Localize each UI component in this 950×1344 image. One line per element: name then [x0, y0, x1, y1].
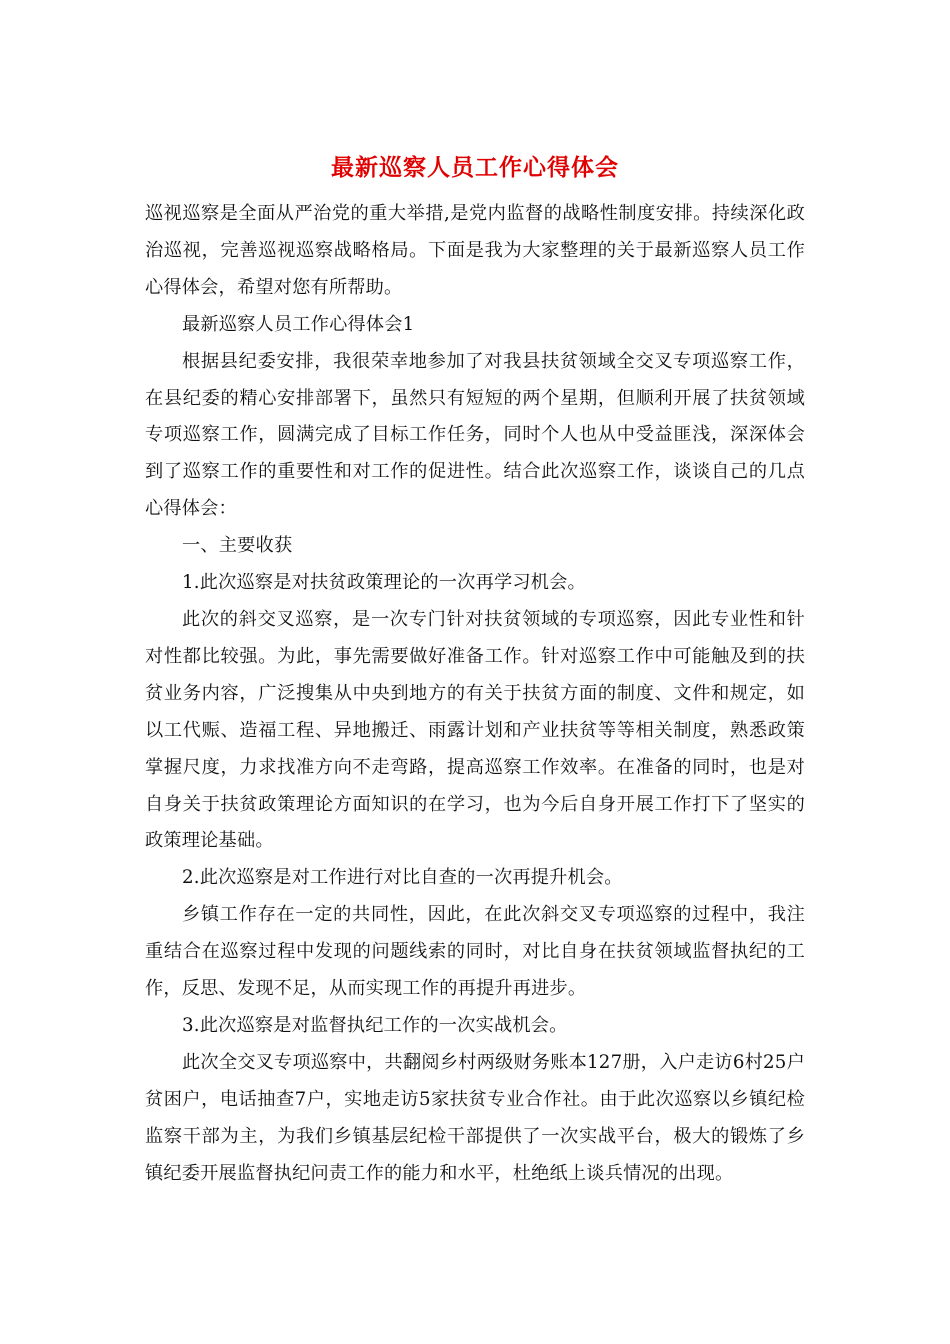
paragraph: 此次的斜交叉巡察，是一次专门针对扶贫领域的专项巡察，因此专业性和针对性都比较强。为此，事先需要做好准备工作。针对巡察工作中可能触及到的扶贫业务内容，广泛搜集从中央到地方的有关于扶贫方面的制度、文件和规定，如以工代赈、造福工程、异地搬迁、雨露计划和产业扶贫等等相关制度，熟悉政策掌握尺度，力求找准方向不走弯路，提高巡察工作效率。在准备的同时，也是对自身关于扶贫政策理论方面知识的在学习，也为今后自身开展工作打下了坚实的政策理论基础。	[145, 608, 805, 852]
paragraph: 3.此次巡察是对监督执纪工作的一次实战机会。	[182, 1014, 568, 1036]
paragraph: 1.此次巡察是对扶贫政策理论的一次再学习机会。	[182, 572, 586, 594]
document-body	[145, 148, 805, 1192]
paragraph: 此次全交叉专项巡察中，共翻阅乡村两级财务账本127册，入户走访6村25户贫困户，电话抽查7户，实地走访5家扶贫专业合作社。由于此次巡察以乡镇纪检监察干部为主，为我们乡镇基层纪检干部提供了一次实战平台，极大的锻炼了乡镇纪委开展监督执纪问责工作的能力和水平，杜绝纸上谈兵情况的出现。	[145, 1051, 805, 1184]
paragraph: 根据县纪委安排，我很荣幸地参加了对我县扶贫领域全交叉专项巡察工作，在县纪委的精心安排部署下，虽然只有短短的两个星期，但顺利开展了扶贫领域专项巡察工作，圆满完成了目标工作任务，同时个人也从中受益匪浅，深深体会到了巡察工作的重要性和对工作的促进性。结合此次巡察工作，谈谈自己的几点心得体会：	[145, 350, 805, 520]
paragraph: 2.此次巡察是对工作进行对比自查的一次再提升机会。	[182, 867, 623, 889]
document-title: 最新巡察人员工作心得体会	[331, 154, 619, 181]
paragraph: 最新巡察人员工作心得体会1	[182, 313, 415, 335]
paragraph-list	[145, 196, 805, 1192]
paragraph: 一、主要收获	[182, 535, 293, 557]
paragraph: 乡镇工作存在一定的共同性，因此，在此次斜交叉专项巡察的过程中，我注重结合在巡察过程中发现的问题线索的同时，对比自身在扶贫领域监督执纪的工作，反思、发现不足，从而实现工作的再提升再进步。	[145, 904, 805, 1000]
paragraph: 巡视巡察是全面从严治党的重大举措,是党内监督的战略性制度安排。持续深化政治巡视，完善巡视巡察战略格局。下面是我为大家整理的关于最新巡察人员工作心得体会，希望对您有所帮助。	[145, 203, 805, 298]
